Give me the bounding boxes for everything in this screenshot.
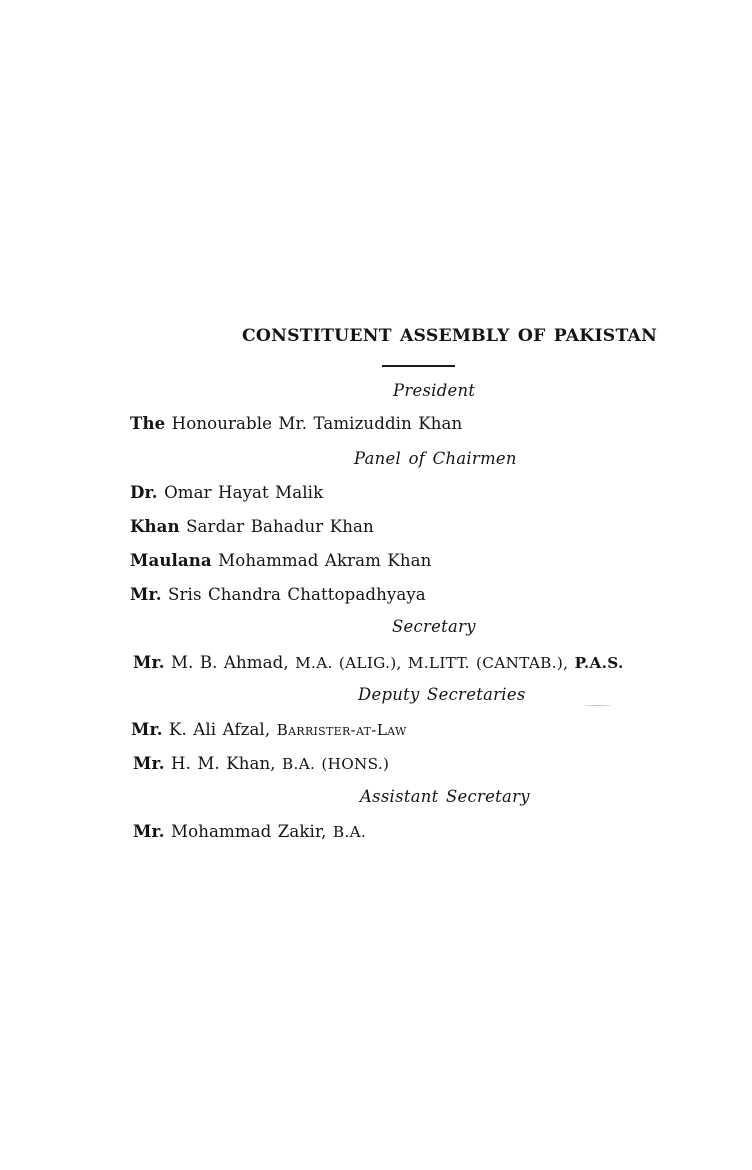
- member-qualifications: B.A.: [332, 823, 367, 841]
- member-qualifications: B.A. (HONS.): [282, 755, 390, 773]
- member-name: K. Ali Afzal,: [169, 720, 271, 739]
- section-heading-deputy-secretaries: Deputy Secretaries: [358, 685, 526, 704]
- member-prefix: Khan: [130, 516, 180, 536]
- member-qualifications: Barrister-at-Law: [276, 721, 407, 739]
- member-name: Omar Hayat Malik: [164, 483, 324, 502]
- member-entry: [130, 586, 426, 604]
- member-prefix: Mr.: [131, 719, 163, 739]
- member-name: H. M. Khan,: [171, 754, 276, 773]
- member-prefix: Maulana: [130, 550, 212, 570]
- member-entry: [133, 755, 389, 773]
- title-divider: [382, 365, 455, 367]
- member-entry: [130, 484, 323, 502]
- section-heading-president: President: [393, 381, 476, 400]
- member-name: Mohammad Zakir,: [171, 822, 327, 841]
- section-heading-secretary: Secretary: [392, 617, 476, 636]
- member-entry: [131, 721, 407, 739]
- member-name: Honourable Mr. Tamizuddin Khan: [171, 414, 463, 433]
- member-name: M. B. Ahmad,: [171, 653, 289, 672]
- member-name: Sris Chandra Chattopadhyaya: [168, 585, 426, 604]
- member-name: Sardar Bahadur Khan: [186, 517, 374, 536]
- member-qualifications: M.A. (ALIG.), M.LITT. (CANTAB.),: [295, 654, 569, 672]
- page-title: CONSTITUENT ASSEMBLY OF PAKISTAN: [242, 326, 658, 346]
- member-entry: [133, 654, 624, 672]
- member-prefix: Mr.: [130, 584, 162, 604]
- member-entry: [130, 552, 431, 570]
- member-prefix: Mr.: [133, 753, 165, 773]
- member-entry: [130, 518, 374, 536]
- member-entry: [130, 415, 462, 433]
- section-heading-panel-of-chairmen: Panel of Chairmen: [354, 449, 517, 468]
- member-prefix: Dr.: [130, 482, 158, 502]
- member-name: Mohammad Akram Khan: [218, 551, 432, 570]
- member-prefix: Mr.: [133, 821, 165, 841]
- section-heading-assistant-secretary: Assistant Secretary: [360, 787, 530, 806]
- member-prefix: The: [130, 413, 166, 433]
- member-prefix: Mr.: [133, 652, 165, 672]
- member-entry: [133, 823, 366, 841]
- scan-artifact: [585, 705, 611, 706]
- member-service: P.A.S.: [574, 654, 624, 672]
